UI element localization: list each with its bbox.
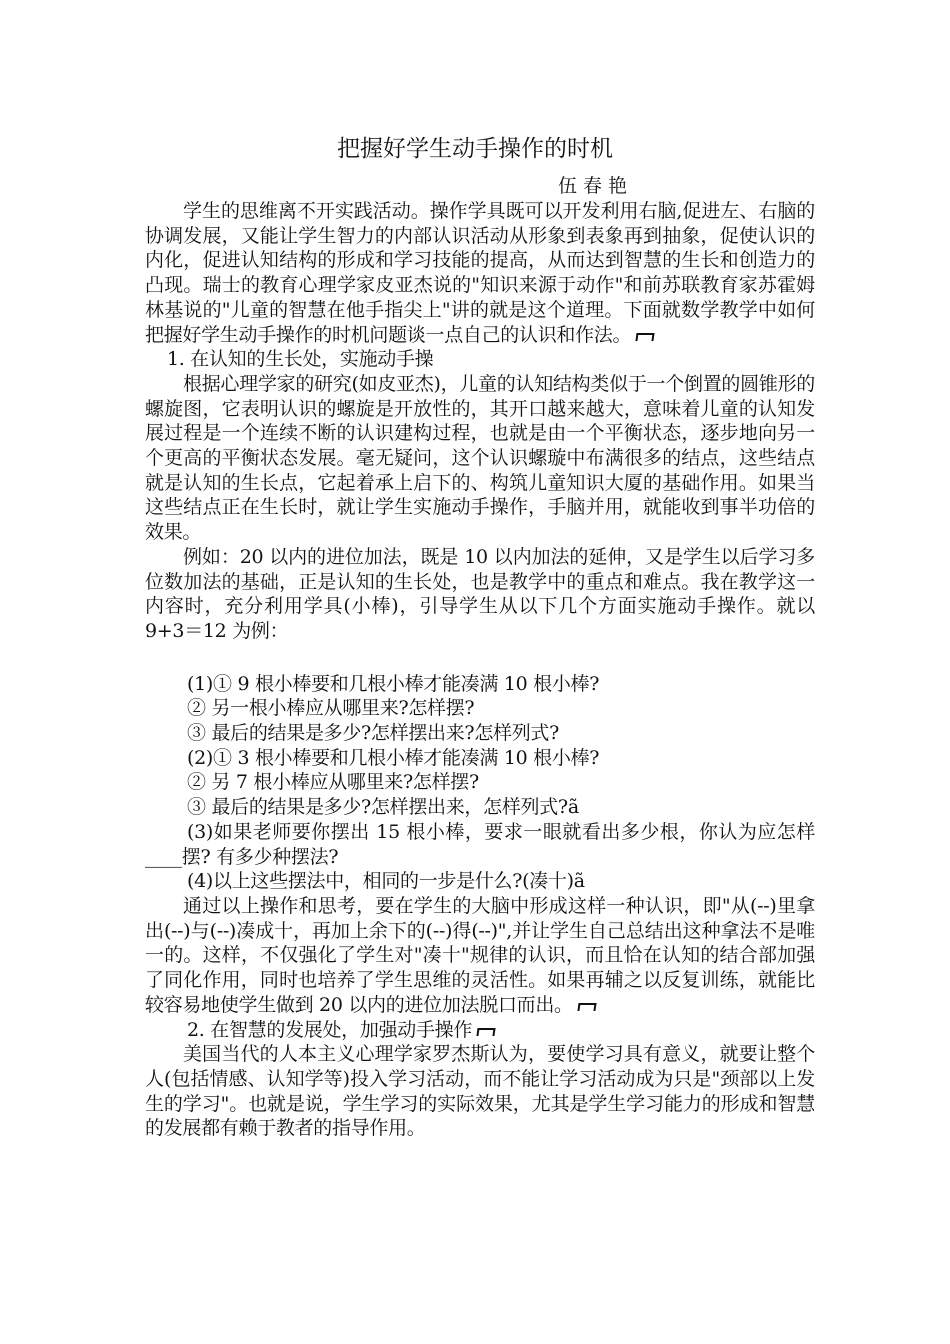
example-paragraph: 例如：20 以内的进位加法，既是 10 以内加法的延伸，又是学生以后学习多位数加法的基础，正是认知的生长处，也是教学中的重点和难点。我在教学这一内容时，充分利用学具(小棒)，引导学生从以下几个方面实施动手操作。就以 9+3＝12 为例： — [145, 545, 815, 642]
question-item: ③ 最后的结果是多少?怎样摆出来?怎样列式? — [187, 722, 560, 745]
body-paragraph: 通过以上操作和思考，要在学生的大脑中形成这样一种认识，即"从(--)里拿出(--)与(--)凑成十，再加上余下的(--)得(--)",并让学生自己总结出这种拿法不是唯一的。这样，不仅强化了学生对"凑十"规律的认识，而且恰在认知的结合部加强了同化作用，同时也培养了学生思维的灵活性。如果再辅之以反复训练，就能比较容易地使学生做到 20 以内的进位加法脱口而出。 — [145, 894, 815, 1016]
body-paragraph: 美国当代的人本主义心理学家罗杰斯认为，要使学习具有意义，就要让整个人(包括情感、认知学等)投入学习活动，而不能让学习活动成为只是"颈部以上发生的学习"。也就是说，学生学习的实际效果，尤其是学生学习能力的形成和智慧的发展都有赖于教者的指导作用。 — [145, 1043, 815, 1140]
question-item: ② 另 7 根小棒应从哪里来?怎样摆? — [187, 771, 479, 794]
section-heading-2: 2. 在智慧的发展处，加强动手操作 — [145, 1018, 815, 1043]
paragraph-mark-icon — [577, 999, 597, 1013]
question-item: (1)① 9 根小棒要和几根小棒才能凑满 10 根小棒? — [187, 672, 600, 695]
question-item: ③ 最后的结果是多少?怎样摆出来，怎样列式?ã — [187, 796, 579, 819]
intro-paragraph: 学生的思维离不开实践活动。操作学具既可以开发利用右脑,促进左、右脑的协调发展，又能让学生智力的内部认识活动从形象到表象再到抽象，促使认识的内化，促进认知结构的形成和学习技能的提高，从而达到智慧的生长和创造力的凸现。瑞士的教育心理学家皮亚杰说的"知识来源于动作"和前苏联教育家苏霍姆林基说的"儿童的智慧在他手指尖上"讲的就是这个道理。下面就数学教学中如何把握好学生动手操作的时机问题谈一点自己的认识和作法。 — [145, 200, 815, 346]
document-title: 把握好学生动手操作的时机 — [337, 136, 613, 162]
author-name: 伍春艳 — [558, 175, 634, 197]
body-paragraph: 根据心理学家的研究(如皮亚杰)，儿童的认知结构类似于一个倒置的圆锥形的螺旋图，它表明认识的螺旋是开放性的，其开口越来越大，意味着儿童的认知发展过程是一个连续不断的认识建构过程，也就是由一个平衡状态，逐步地向另一个更高的平衡状态发展。毫无疑问，这个认识螺璇中布满很多的结点，这些结点就是认知的生长点，它起着承上启下的、构筑儿童知识大厦的基础作用。如果当这些结点正在生长时，就让学生实施动手操作，手脑并用，就能收到事半功倍的效果。 — [145, 372, 815, 544]
document-body — [145, 199, 815, 1141]
paragraph-mark-icon — [476, 1024, 496, 1038]
section-heading-1: 1. 在认知的生长处，实施动手操 — [167, 348, 434, 371]
paragraph-mark-icon — [635, 329, 655, 343]
question-item: (4)以上这些摆法中，相同的一步是什么?(凑十)ã — [187, 870, 585, 893]
question-item: ② 另一根小棒应从哪里来?怎样摆? — [187, 697, 475, 720]
question-item: (2)① 3 根小棒要和几根小棒才能凑满 10 根小棒? — [187, 746, 600, 769]
blank-line — [145, 644, 815, 672]
question-item: (3)如果老师要你摆出 15 根小棒，要求一眼就看出多少根，你认为应怎样____摆? 有多少种摆法? — [145, 820, 815, 868]
